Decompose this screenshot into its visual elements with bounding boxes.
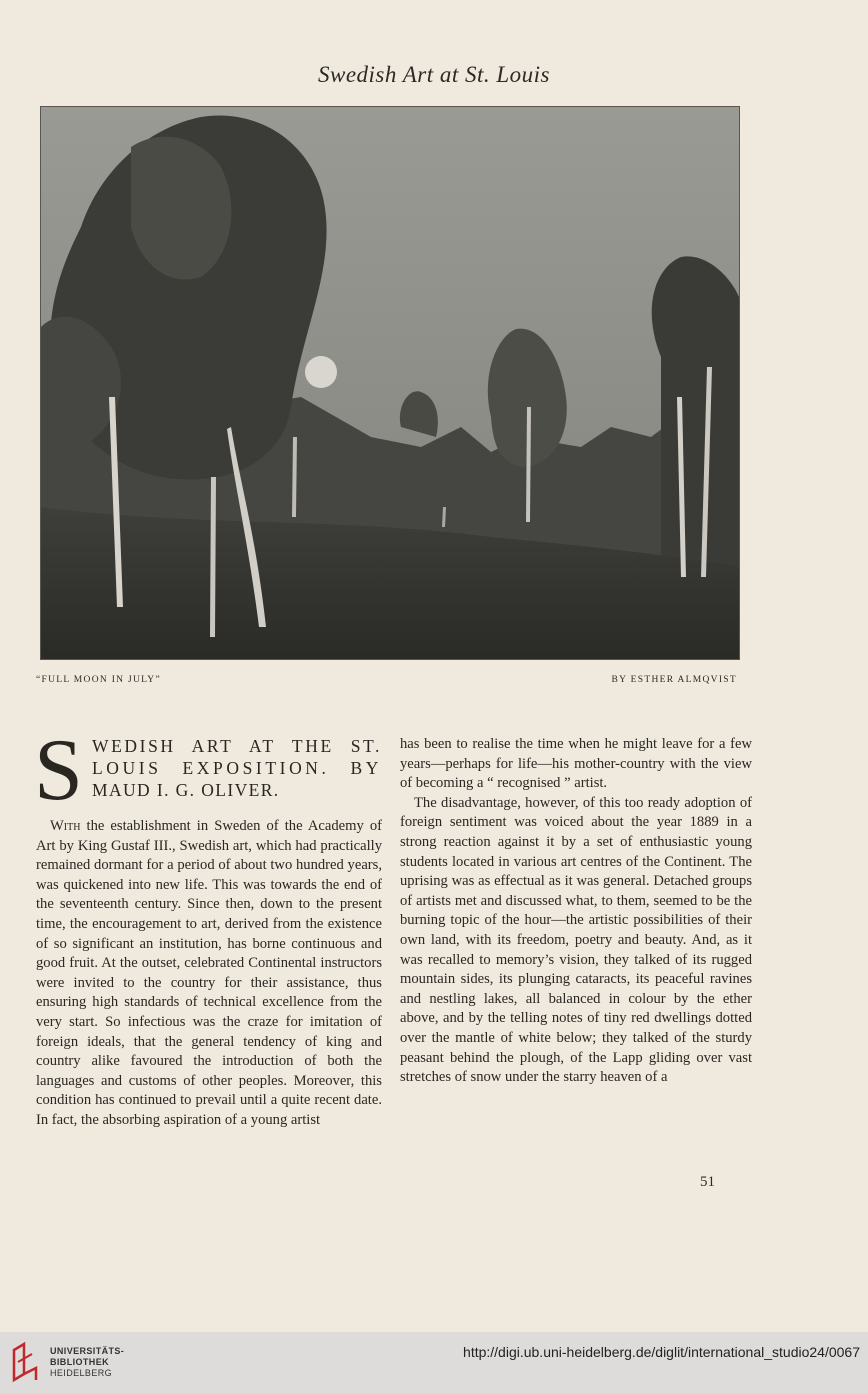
painting-plate <box>40 106 740 660</box>
library-name-line-1: UNIVERSITÄTS- <box>50 1346 125 1356</box>
running-head: Swedish Art at St. Louis <box>317 62 551 87</box>
library-name-line-3: HEIDELBERG <box>50 1368 113 1378</box>
article-title <box>34 722 382 819</box>
text-column-left <box>34 722 382 1131</box>
paragraph-lead: With <box>50 818 81 834</box>
paragraph-2: The disadvantage, however, of this too ready adoption of foreign sentiment was voiced about the year 1889 in a strong reaction against it by a set of enthusiastic young students located in various art centres of the Continent. The uprising was as effectual as it was general. Detached groups of artists met and discussed what, to them, seemed to be the burning topic of the hour—the artistic possibilities of their own land, with its freedom, poetry and beauty. And, as it was recalled to memory’s vision, they talked of its rugged mountain sides, its plunging cataracts, its peaceful ravines and nestling lakes, all balanced in colour by the ether above, and by the telling notes of tiny red dwellings dotted over the mantle of white below; they talked of the sturdy peasant behind the plough, of the Lapp gliding over vast stretches of snow under the starry heaven of a <box>400 794 752 1086</box>
page-number: 51 <box>700 1174 715 1190</box>
source-url-link[interactable]: http://digi.ub.uni-heidelberg.de/diglit/international_studio24/0067 <box>463 1344 860 1360</box>
digitization-footer <box>0 1332 868 1394</box>
library-logo-icon <box>10 1340 46 1384</box>
library-name <box>50 1346 124 1379</box>
paragraph-1-continued: has been to realise the time when he might leave for a few years—perhaps for life—his mother-country with the view of becoming a “ recognised ” artist. <box>400 736 752 792</box>
title-line-3: MAUD I. G. OLIVER. <box>92 780 280 800</box>
moon <box>305 356 337 388</box>
paragraph-1 <box>36 817 382 1131</box>
paragraph-1-text: the establishment in Sweden of the Academy of Art by King Gustaf III., Swedish art, which had practically remained dormant for a period of about two hundred years, was quickened into new life. This was towards the end of the seventeenth century. Since then, down to the present time, the encouragement to art, derived from the existence of so significant an institution, has borne continuous and good fruit. At the outset, celebrated Continental instructors were invited to the country for their assistance, thus ensuring high standards of technical excellence from the very start. So infectious was the craze for imitation of foreign ideals, that the general tendency of king and country alike favoured the introduction of both the languages and customs of other peoples. Moreover, this condition has continued to prevail until a quite recent date. In fact, the absorbing aspiration of a young artist <box>36 818 382 1128</box>
text-column-right <box>400 735 752 1088</box>
painting-image <box>41 107 739 659</box>
plate-caption-title: “FULL MOON IN JULY” <box>36 675 161 685</box>
library-name-line-2: BIBLIOTHEK <box>50 1357 109 1367</box>
plate-caption-artist: BY ESTHER ALMQVIST <box>611 675 737 685</box>
title-line-1: WEDISH ART AT THE ST. <box>92 736 382 756</box>
title-line-2: LOUIS EXPOSITION. BY <box>92 758 382 778</box>
drop-cap: S <box>34 722 83 819</box>
